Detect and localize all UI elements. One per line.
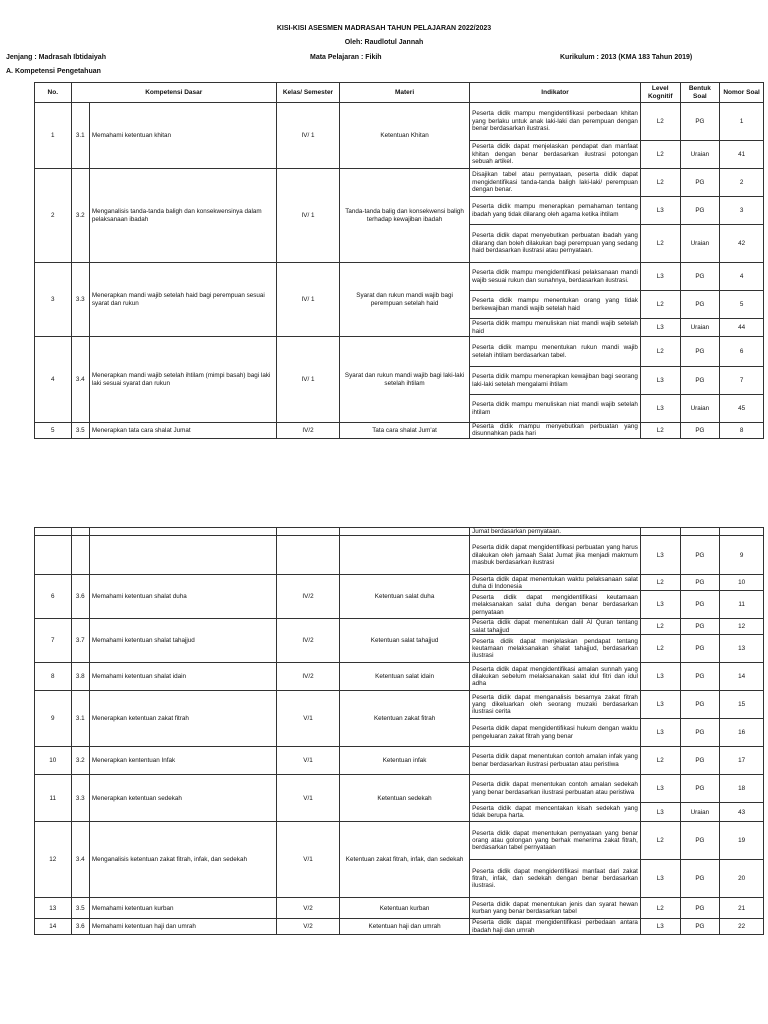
kelas-semester-cell: IV/2 — [276, 663, 339, 691]
nomor-soal-cell: 2 — [720, 169, 764, 197]
bentuk-soal-cell: Uraian — [680, 225, 720, 263]
materi-cell: Ketentuan salat idain — [340, 663, 470, 691]
level-kognitif-cell: L2 — [640, 575, 680, 591]
nomor-soal-cell: 15 — [720, 691, 764, 719]
bentuk-soal-cell: PG — [680, 635, 720, 663]
bentuk-soal-cell: PG — [680, 822, 720, 860]
table-row — [35, 822, 764, 860]
kd-number: 3.5 — [71, 898, 89, 919]
level-kognitif-cell: L2 — [640, 619, 680, 635]
row-number: 5 — [35, 423, 72, 439]
row-number: 6 — [35, 575, 72, 619]
materi-cell: Ketentuan haji dan umrah — [340, 919, 470, 935]
col-header-materi: Materi — [340, 83, 470, 103]
nomor-soal-cell: 22 — [720, 919, 764, 935]
indikator-cell: Peserta didik dapat menyebutkan perbuatan ibadah yang dilarang dan boleh dilakukan bagi perempuan yang sedang haid berdasarkan ilustrasi atau pernyataan. — [470, 225, 641, 263]
indikator-cell: Peserta didik mampu menyebutkan perbuatan yang disunnahkan pada hari — [470, 423, 641, 439]
table-row — [35, 898, 764, 919]
row-number: 2 — [35, 169, 72, 263]
kompetensi-dasar-cell: Memahami ketentuan shalat tahajjud — [89, 619, 276, 663]
indikator-cell: Peserta didik dapat mengidentifikasi manfaat dari zakat fitrah, infak, dan sedekah dengan benar berdasarkan ilustrasi. — [470, 860, 641, 898]
level-kognitif-cell: L2 — [640, 337, 680, 367]
kompetensi-dasar-cell: Menerapkan mandi wajib setelah ihtilam (mimpi basah) bagi laki laki sesuai syarat dan rukun — [89, 337, 276, 423]
table-row — [35, 575, 764, 591]
kompetensi-dasar-cell: Memahami ketentuan khitan — [89, 103, 276, 169]
table-row — [35, 103, 764, 141]
indikator-cell: Peserta didik dapat mengidentifikasi hukum dengan waktu pengeluaran zakat fitrah yang benar — [470, 719, 641, 747]
bentuk-soal-cell: PG — [680, 591, 720, 619]
materi-cell: Tanda-tanda balig dan konsekwensi baligh terhadap kewajiban ibadah — [340, 169, 470, 263]
level-kognitif-cell: L3 — [640, 691, 680, 719]
bentuk-soal-cell: PG — [680, 719, 720, 747]
row-number — [35, 536, 72, 575]
empty-cell — [89, 528, 276, 536]
materi-cell: Ketentuan zakat fitrah — [340, 691, 470, 747]
kd-number — [71, 536, 89, 575]
section-title: A. Kompetensi Pengetahuan — [6, 68, 101, 75]
kompetensi-dasar-cell: Menerapkan mandi wajib setelah haid bagi perempuan sesuai syarat dan rukun — [89, 263, 276, 337]
nomor-soal-cell: 44 — [720, 319, 764, 337]
table-row — [35, 619, 764, 635]
row-number: 10 — [35, 747, 72, 775]
kompetensi-dasar-cell: Memahami ketentuan shalat duha — [89, 575, 276, 619]
kd-number: 3.1 — [71, 103, 89, 169]
row-number: 12 — [35, 822, 72, 898]
bentuk-soal-cell: PG — [680, 775, 720, 803]
level-kognitif-cell: L3 — [640, 803, 680, 822]
bentuk-soal-cell: PG — [680, 575, 720, 591]
bentuk-soal-cell: PG — [680, 423, 720, 439]
level-kognitif-cell: L3 — [640, 536, 680, 575]
empty-cell — [276, 528, 339, 536]
row-number: 1 — [35, 103, 72, 169]
kelas-semester-cell: IV/2 — [276, 575, 339, 619]
kompetensi-dasar-cell: Menerapkan ketentuan sedekah — [89, 775, 276, 822]
nomor-soal-cell: 1 — [720, 103, 764, 141]
kd-number: 3.6 — [71, 575, 89, 619]
indikator-cell: Peserta didik dapat menentukan waktu pelaksanaan salat duha di Indonesia — [470, 575, 641, 591]
bentuk-soal-cell: PG — [680, 197, 720, 225]
level-kognitif-cell: L2 — [640, 747, 680, 775]
kelas-semester-cell: V/1 — [276, 691, 339, 747]
col-header-no: No. — [35, 83, 72, 103]
level-kognitif-cell: L3 — [640, 663, 680, 691]
mapel-label: Mata Pelajaran : Fikih — [310, 54, 382, 61]
row-number: 8 — [35, 663, 72, 691]
kd-number: 3.4 — [71, 337, 89, 423]
level-kognitif-cell: L3 — [640, 395, 680, 423]
indikator-cell: Peserta didik mampu menentukan rukun mandi wajib setelah ihtilam berdasarkan tabel. — [470, 337, 641, 367]
materi-cell: Tata cara shalat Jum'at — [340, 423, 470, 439]
table-row — [35, 747, 764, 775]
document-title: KISI-KISI ASESMEN MADRASAH TAHUN PELAJARAN 2022/2023 — [276, 25, 492, 32]
col-header-indikator: Indikator — [470, 83, 641, 103]
indikator-cell: Peserta didik dapat menentukan contoh amalan sedekah yang benar berdasarkan ilustrasi perbuatan atau peristiwa — [470, 775, 641, 803]
col-header-nomor: Nomor Soal — [720, 83, 764, 103]
empty-cell — [640, 528, 680, 536]
nomor-soal-cell: 19 — [720, 822, 764, 860]
bentuk-soal-cell: PG — [680, 337, 720, 367]
materi-cell: Ketentuan infak — [340, 747, 470, 775]
table-row — [35, 263, 764, 291]
bentuk-soal-cell: PG — [680, 169, 720, 197]
level-kognitif-cell: L3 — [640, 367, 680, 395]
bentuk-soal-cell: PG — [680, 898, 720, 919]
empty-cell — [680, 528, 720, 536]
kompetensi-dasar-cell: Menerapkan kententuan Infak — [89, 747, 276, 775]
bentuk-soal-cell: PG — [680, 860, 720, 898]
nomor-soal-cell: 8 — [720, 423, 764, 439]
indikator-cell: Peserta didik dapat menjelaskan pendapat tentang keutamaan melaksanakan shalat tahajjud, berdasarkan ilustrasi — [470, 635, 641, 663]
indikator-cell: Peserta didik mampu menentukan orang yang tidak berkewajiban mandi wajib setelah haid — [470, 291, 641, 319]
kelas-semester-cell: IV/2 — [276, 619, 339, 663]
level-kognitif-cell: L2 — [640, 898, 680, 919]
bentuk-soal-cell: PG — [680, 103, 720, 141]
nomor-soal-cell: 7 — [720, 367, 764, 395]
kompetensi-dasar-cell — [89, 536, 276, 575]
materi-cell: Syarat dan rukun mandi wajib bagi perempuan setelah haid — [340, 263, 470, 337]
bentuk-soal-cell: PG — [680, 619, 720, 635]
kd-number: 3.5 — [71, 423, 89, 439]
nomor-soal-cell: 21 — [720, 898, 764, 919]
materi-cell: Ketentuan salat duha — [340, 575, 470, 619]
kompetensi-dasar-cell: Menerapkan ketentuan zakat fitrah — [89, 691, 276, 747]
kelas-semester-cell: V/1 — [276, 747, 339, 775]
bentuk-soal-cell: Uraian — [680, 141, 720, 169]
kelas-semester-cell: IV/ 1 — [276, 169, 339, 263]
level-kognitif-cell: L3 — [640, 197, 680, 225]
kelas-semester-cell: IV/ 1 — [276, 103, 339, 169]
nomor-soal-cell: 9 — [720, 536, 764, 575]
bentuk-soal-cell: PG — [680, 919, 720, 935]
col-header-level: Level Kognitif — [640, 83, 680, 103]
kelas-semester-cell: V/1 — [276, 822, 339, 898]
indikator-cell: Peserta didik dapat mengidentifikasi keutamaan melaksanakan salat duha dengan benar berdasarkan pernyataan — [470, 591, 641, 619]
continuation-row — [35, 528, 764, 536]
nomor-soal-cell: 6 — [720, 337, 764, 367]
row-number: 9 — [35, 691, 72, 747]
indikator-cell: Peserta didik dapat mengidentifikasi perbedaan antara ibadah haji dan umrah — [470, 919, 641, 935]
kompetensi-dasar-cell: Memahami ketentuan kurban — [89, 898, 276, 919]
materi-cell: Ketentuan sedekah — [340, 775, 470, 822]
indikator-cell: Peserta didik mampu mengidentifikasi pelaksanaan mandi wajib sesuai rukun dan sunahnya, berdasarkan ilustrasi. — [470, 263, 641, 291]
nomor-soal-cell: 43 — [720, 803, 764, 822]
empty-cell — [71, 528, 89, 536]
row-number: 4 — [35, 337, 72, 423]
indikator-cell: Peserta didik mampu menerapkan kewajiban bagi seorang laki-laki setelah mengalami ihtilam — [470, 367, 641, 395]
table-row — [35, 536, 764, 575]
bentuk-soal-cell: PG — [680, 367, 720, 395]
indikator-cell: Peserta didik dapat menganalisis besarnya zakat fitrah yang dikeluarkan oleh seorang muzaki berdasarkan ilustrasi cerita — [470, 691, 641, 719]
indikator-cell: Peserta didik mampu menuliskan niat mandi wajib setelah ihtilam — [470, 395, 641, 423]
level-kognitif-cell: L2 — [640, 822, 680, 860]
level-kognitif-cell: L3 — [640, 719, 680, 747]
level-kognitif-cell: L3 — [640, 919, 680, 935]
indikator-cell: Peserta didik dapat mencentakan kisah sedekah yang tidak berupa harta. — [470, 803, 641, 822]
level-kognitif-cell: L3 — [640, 263, 680, 291]
kd-number: 3.3 — [71, 775, 89, 822]
kurikulum-label: Kurikulum : 2013 (KMA 183 Tahun 2019) — [560, 54, 693, 61]
table-row — [35, 663, 764, 691]
level-kognitif-cell: L2 — [640, 141, 680, 169]
kompetensi-dasar-cell: Memahami ketentuan shalat idain — [89, 663, 276, 691]
indikator-cell: Peserta didik dapat menjelaskan pendapat dan manfaat khitan dengan benar berdasarkan ilustrasi potongan sebuah artikel. — [470, 141, 641, 169]
kd-number: 3.4 — [71, 822, 89, 898]
kd-number: 3.3 — [71, 263, 89, 337]
kd-number: 3.8 — [71, 663, 89, 691]
indikator-cell: Peserta didik mampu mengidentifikasi perbedaan khitan yang berlaku untuk anak laki-laki dan perempuan dengan benar berdasarkan ilustrasi. — [470, 103, 641, 141]
indikator-cell: Peserta didik mampu menerapkan pemahaman tentang ibadah yang tidak dilarang oleh agama ketika ihtilam — [470, 197, 641, 225]
empty-cell — [720, 528, 764, 536]
table-row — [35, 423, 764, 439]
kd-number: 3.6 — [71, 919, 89, 935]
materi-cell: Ketentuan Khitan — [340, 103, 470, 169]
nomor-soal-cell: 12 — [720, 619, 764, 635]
nomor-soal-cell: 20 — [720, 860, 764, 898]
level-kognitif-cell: L3 — [640, 591, 680, 619]
jenjang-label: Jenjang : Madrasah Ibtidaiyah — [6, 54, 106, 61]
kelas-semester-cell: IV/ 1 — [276, 263, 339, 337]
level-kognitif-cell: L2 — [640, 423, 680, 439]
nomor-soal-cell: 14 — [720, 663, 764, 691]
table-row — [35, 337, 764, 367]
kompetensi-dasar-cell: Memahami ketentuan haji dan umrah — [89, 919, 276, 935]
table-row — [35, 919, 764, 935]
level-kognitif-cell: L2 — [640, 225, 680, 263]
bentuk-soal-cell: PG — [680, 691, 720, 719]
kompetensi-dasar-cell: Menganalisis ketentuan zakat fitrah, infak, dan sedekah — [89, 822, 276, 898]
kd-number: 3.1 — [71, 691, 89, 747]
kompetensi-dasar-cell: Menganalisis tanda-tanda baligh dan konsekwensinya dalam pelaksanaan ibadah — [89, 169, 276, 263]
document-author: Oleh: Raudlotul Jannah — [344, 39, 424, 46]
bentuk-soal-cell: PG — [680, 291, 720, 319]
kd-number: 3.7 — [71, 619, 89, 663]
nomor-soal-cell: 17 — [720, 747, 764, 775]
indikator-cell: Peserta didik dapat menentukan dalil Al Quran tentang salat tahajjud — [470, 619, 641, 635]
empty-cell — [340, 528, 470, 536]
bentuk-soal-cell: PG — [680, 663, 720, 691]
materi-cell: Ketentuan salat tahajjud — [340, 619, 470, 663]
nomor-soal-cell: 5 — [720, 291, 764, 319]
kelas-semester-cell: V/1 — [276, 775, 339, 822]
bentuk-soal-cell: Uraian — [680, 803, 720, 822]
materi-cell: Ketentuan zakat fitrah, infak, dan sedekah — [340, 822, 470, 898]
indikator-cell: Peserta didik dapat mengidentifikasi perbuatan yang harus dilakukan oleh jamaah Salat Jumat jika menjadi makmum masbuk berdasarkan ilustrasi — [470, 536, 641, 575]
row-number: 14 — [35, 919, 72, 935]
level-kognitif-cell: L2 — [640, 169, 680, 197]
nomor-soal-cell: 16 — [720, 719, 764, 747]
nomor-soal-cell: 13 — [720, 635, 764, 663]
indikator-cell: Peserta didik dapat menentukan jenis dan syarat hewan kurban yang benar berdasarkan tabel — [470, 898, 641, 919]
indikator-cell: Peserta didik dapat mengidentifikasi amalan sunnah yang dilakukan sebelum melaksanakan salat idul fitri dan idul adha — [470, 663, 641, 691]
level-kognitif-cell: L2 — [640, 635, 680, 663]
kd-number: 3.2 — [71, 747, 89, 775]
indikator-cell: Peserta didik mampu menuliskan niat mandi wajib setelah haid — [470, 319, 641, 337]
bentuk-soal-cell: Uraian — [680, 395, 720, 423]
kelas-semester-cell: V/2 — [276, 919, 339, 935]
table-row — [35, 691, 764, 719]
nomor-soal-cell: 3 — [720, 197, 764, 225]
nomor-soal-cell: 42 — [720, 225, 764, 263]
kelas-semester-cell: V/2 — [276, 898, 339, 919]
level-kognitif-cell: L3 — [640, 775, 680, 803]
kelas-semester-cell — [276, 536, 339, 575]
col-header-bentuk: Bentuk Soal — [680, 83, 720, 103]
table-row — [35, 775, 764, 803]
nomor-soal-cell: 41 — [720, 141, 764, 169]
bentuk-soal-cell: Uraian — [680, 319, 720, 337]
table-row — [35, 169, 764, 197]
indikator-cell: Peserta didik dapat menentukan pernyataan yang benar orang atau golongan yang berhak menerima zakat fitrah, berdasarkan tabel pernyataan — [470, 822, 641, 860]
row-number: 13 — [35, 898, 72, 919]
table-header-row — [35, 83, 764, 103]
nomor-soal-cell: 45 — [720, 395, 764, 423]
kd-number: 3.2 — [71, 169, 89, 263]
kisi-table-page-2 — [34, 527, 764, 935]
kompetensi-dasar-cell: Menerapkan tata cara shalat Jumat — [89, 423, 276, 439]
kisi-table-page-1 — [34, 82, 764, 439]
materi-cell: Ketentuan kurban — [340, 898, 470, 919]
bentuk-soal-cell: PG — [680, 263, 720, 291]
kelas-semester-cell: IV/ 1 — [276, 337, 339, 423]
kelas-semester-cell: IV/2 — [276, 423, 339, 439]
nomor-soal-cell: 11 — [720, 591, 764, 619]
nomor-soal-cell: 10 — [720, 575, 764, 591]
bentuk-soal-cell: PG — [680, 747, 720, 775]
col-header-kompetensi-dasar: Kompetensi Dasar — [71, 83, 276, 103]
row-number: 7 — [35, 619, 72, 663]
indikator-cell: Peserta didik dapat menentukan contoh amalan infak yang benar berdasarkan ilustrasi perbuatan atau peristiwa — [470, 747, 641, 775]
level-kognitif-cell: L2 — [640, 291, 680, 319]
bentuk-soal-cell: PG — [680, 536, 720, 575]
level-kognitif-cell: L3 — [640, 319, 680, 337]
row-number: 3 — [35, 263, 72, 337]
indikator-cell: Disajikan tabel atau pernyataan, peserta didik dapat mengidentifikasi tanda-tanda baligh laki-laki/ perempuan dengan benar. — [470, 169, 641, 197]
level-kognitif-cell: L3 — [640, 860, 680, 898]
materi-cell: Syarat dan rukun mandi wajib bagi laki-laki setelah ihtilam — [340, 337, 470, 423]
indikator-continuation: Jumat berdasarkan pernyataan. — [470, 528, 641, 536]
nomor-soal-cell: 4 — [720, 263, 764, 291]
nomor-soal-cell: 18 — [720, 775, 764, 803]
level-kognitif-cell: L2 — [640, 103, 680, 141]
row-number: 11 — [35, 775, 72, 822]
empty-cell — [35, 528, 72, 536]
materi-cell — [340, 536, 470, 575]
col-header-kelas: Kelas/ Semester — [276, 83, 339, 103]
